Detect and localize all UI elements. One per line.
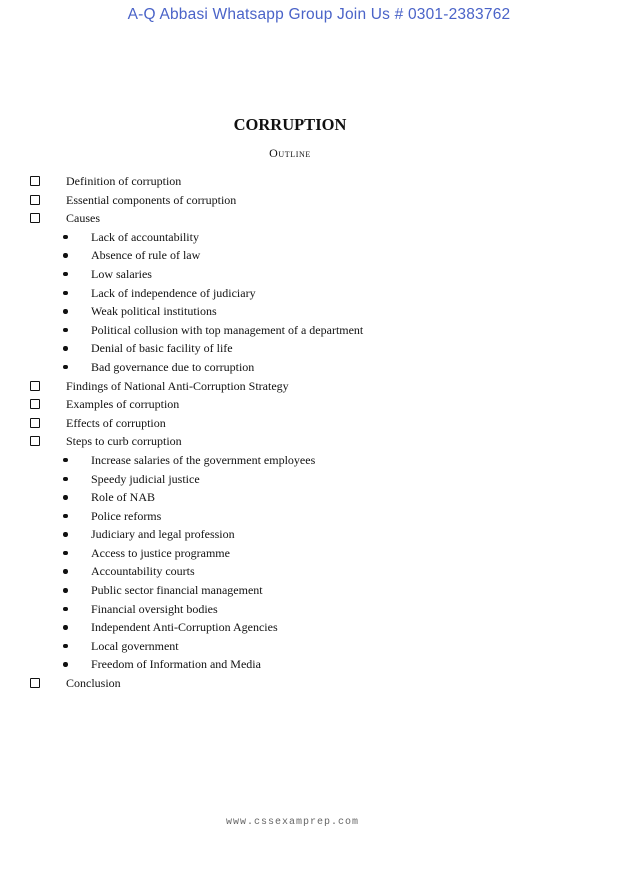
checkbox-bullet-icon [30, 381, 40, 391]
outline-subitem [30, 600, 590, 619]
outline-subitem [30, 265, 590, 284]
outline-item-text: Accountability courts [91, 564, 195, 579]
outline-subitem [30, 246, 590, 265]
outline-item-text: Police reforms [91, 508, 162, 523]
outline-item-text: Denial of basic facility of life [91, 341, 233, 356]
bullet-dot-icon [63, 662, 68, 667]
outline-subitem [30, 581, 590, 600]
outline-subitem [30, 618, 590, 637]
document-title: CORRUPTION [233, 115, 347, 134]
outline-item [30, 674, 590, 693]
bullet-dot-icon [63, 235, 68, 240]
outline-item-text: Definition of corruption [66, 174, 182, 188]
outline-subitem [30, 488, 590, 507]
outline-item [30, 172, 590, 191]
bullet-dot-icon [63, 291, 68, 296]
bullet-dot-icon [63, 514, 68, 519]
outline-item-text: Access to justice programme [91, 545, 230, 560]
bullet-dot-icon [63, 569, 68, 574]
outline-item-text: Financial oversight bodies [91, 601, 218, 616]
outline-subitem [30, 637, 590, 656]
outline-subitem [30, 525, 590, 544]
outline-subitem [30, 358, 590, 377]
bullet-dot-icon [63, 625, 68, 630]
bullet-dot-icon [63, 495, 68, 500]
outline-subitem [30, 284, 590, 303]
checkbox-bullet-icon [30, 399, 40, 409]
outline-item-text: Public sector financial management [91, 583, 263, 598]
outline-heading: Outline [269, 146, 311, 160]
outline-item-text: Effects of corruption [66, 415, 166, 430]
outline-item-text: Conclusion [66, 676, 121, 691]
outline-item [30, 377, 590, 396]
outline-subitem [30, 544, 590, 563]
outline-item-text: Essential components of corruption [66, 192, 237, 207]
bullet-dot-icon [63, 532, 68, 537]
bullet-dot-icon [63, 607, 68, 612]
outline-item-text: Lack of accountability [91, 229, 199, 244]
outline-item-text: Examples of corruption [66, 397, 180, 412]
outline-item [30, 414, 590, 433]
outline-subitem [30, 470, 590, 489]
outline-list [30, 172, 590, 693]
outline-subitem [30, 507, 590, 526]
bullet-dot-icon [63, 309, 68, 314]
outline-subitem [30, 321, 590, 340]
bullet-dot-icon [63, 346, 68, 351]
checkbox-bullet-icon [30, 213, 40, 223]
outline-item-text: Independent Anti-Corruption Agencies [91, 620, 278, 635]
checkbox-bullet-icon [30, 195, 40, 205]
outline-subitem [30, 339, 590, 358]
bullet-dot-icon [63, 477, 68, 482]
outline-subitem [30, 562, 590, 581]
outline-item-text: Speedy judicial justice [91, 471, 200, 486]
bullet-dot-icon [63, 253, 68, 258]
outline-subitem [30, 302, 590, 321]
outline-subitem [30, 655, 590, 674]
bullet-dot-icon [63, 365, 68, 370]
checkbox-bullet-icon [30, 418, 40, 428]
outline-item-text: Findings of National Anti-Corruption Strategy [66, 378, 289, 393]
checkbox-bullet-icon [30, 678, 40, 688]
bullet-dot-icon [63, 458, 68, 463]
bullet-dot-icon [63, 328, 68, 333]
outline-item-text: Increase salaries of the government employees [91, 452, 316, 467]
checkbox-bullet-icon [30, 436, 40, 446]
outline-item-text: Role of NAB [91, 490, 155, 505]
outline-item-text: Local government [91, 638, 179, 653]
outline-item-text: Absence of rule of law [91, 248, 201, 263]
bullet-dot-icon [63, 644, 68, 649]
outline-subitem [30, 228, 590, 247]
bullet-dot-icon [63, 272, 68, 277]
whatsapp-group-header: A-Q Abbasi Whatsapp Group Join Us # 0301-2383762 [127, 6, 511, 23]
outline-item-text: Bad governance due to corruption [91, 359, 255, 374]
outline-item-text: Steps to curb corruption [66, 434, 182, 449]
outline-item-text: Weak political institutions [91, 304, 217, 319]
outline-item-text: Judiciary and legal profession [91, 527, 235, 542]
outline-item-text: Low salaries [91, 266, 152, 281]
outline-subitem [30, 451, 590, 470]
website-footer: www.cssexamprep.com [226, 817, 360, 828]
outline-item-text: Freedom of Information and Media [91, 657, 261, 672]
bullet-dot-icon [63, 588, 68, 593]
outline-item [30, 191, 590, 210]
outline-item-text: Political collusion with top management of a department [91, 322, 364, 337]
outline-item-text: Lack of independence of judiciary [91, 285, 256, 300]
outline-item [30, 432, 590, 451]
outline-item [30, 209, 590, 228]
checkbox-bullet-icon [30, 176, 40, 186]
outline-item [30, 395, 590, 414]
outline-item-text: Causes [66, 211, 100, 226]
bullet-dot-icon [63, 551, 68, 556]
